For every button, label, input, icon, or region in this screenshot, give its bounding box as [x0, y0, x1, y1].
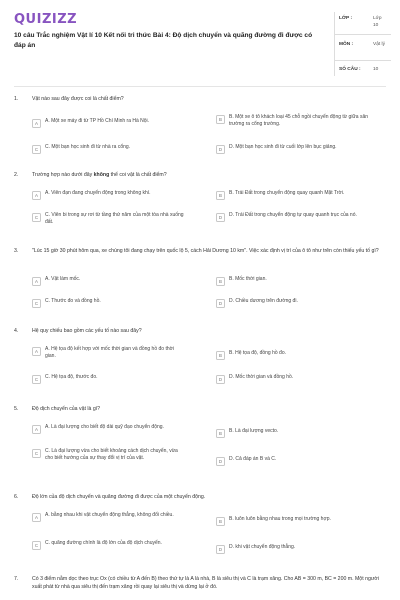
option-letter-box: B: [216, 115, 225, 124]
option-text: D. Cả đáp án B và C.: [229, 456, 277, 462]
option-c[interactable]: [32, 212, 185, 226]
option-letter-box: A: [32, 277, 41, 286]
option-letter-box: C: [32, 213, 41, 222]
option-letter-box: B: [216, 351, 225, 360]
option-letter-box: B: [216, 191, 225, 200]
question-text: Hệ quy chiếu bao gồm các yếu tố nào sau đây?: [32, 328, 142, 334]
option-text: A. Viên đạn đang chuyển động trong không khí.: [45, 190, 151, 196]
option-letter-box: C: [32, 375, 41, 384]
grade-label: LỚP :: [339, 16, 353, 21]
option-b[interactable]: [216, 276, 369, 286]
option-a[interactable]: [32, 276, 185, 286]
option-b[interactable]: [216, 516, 369, 526]
option-c[interactable]: [32, 374, 185, 384]
question-text-part: Trường hợp nào dưới đây: [32, 172, 94, 178]
question-number: 2.: [14, 172, 19, 178]
subject-label: MÔN :: [339, 42, 354, 47]
option-text: C. Thước đo và đồng hồ.: [45, 298, 101, 304]
option-letter-box: A: [32, 119, 41, 128]
meta-divider: [335, 34, 391, 35]
meta-panel: [334, 12, 390, 76]
option-a[interactable]: [32, 512, 185, 522]
question-number: 4.: [14, 328, 19, 334]
option-letter-box: D: [216, 545, 225, 554]
question-text: Vật nào sau đây được coi là chất điểm?: [32, 96, 124, 102]
option-d[interactable]: [216, 374, 369, 384]
option-text: B. luôn luôn bằng nhau trong mọi trường hợp.: [229, 516, 331, 522]
option-letter-box: C: [32, 541, 41, 550]
option-text: B. Hệ tọa độ, đồng hồ đo.: [229, 350, 286, 356]
question-text-emphasis: không: [93, 172, 110, 178]
option-c[interactable]: [32, 448, 185, 462]
option-b[interactable]: [216, 350, 369, 360]
option-text: A. Vật làm mốc.: [45, 276, 81, 282]
option-text: A. Hệ tọa độ kết hợp với mốc thời gian và đồng hồ đo thời gian.: [45, 346, 175, 359]
document-title: 10 câu Trắc nghiệm Vật lí 10 Kết nối tri thức Bài 4: Độ dịch chuyển và quãng đường đi được có đáp án: [14, 32, 313, 49]
option-letter-box: A: [32, 347, 41, 356]
option-text: D. Mốc thời gian và đồng hồ.: [229, 374, 294, 380]
option-b[interactable]: [216, 114, 369, 128]
option-c[interactable]: [32, 298, 185, 308]
option-text: C. Hệ tọa độ, thước đo.: [45, 374, 98, 380]
option-d[interactable]: [216, 456, 369, 466]
option-d[interactable]: [216, 144, 369, 154]
question-number: 6.: [14, 494, 19, 500]
option-letter-box: D: [216, 213, 225, 222]
question-text: Độ lớn của độ dịch chuyển và quãng đường đi được của một chuyển động.: [32, 494, 206, 500]
option-letter-box: D: [216, 145, 225, 154]
option-text: D. Trái Đất trong chuyển động tự quay quanh trục của nó.: [229, 212, 357, 218]
grade-value: Lớp 10: [373, 16, 382, 28]
option-a[interactable]: [32, 118, 185, 128]
document-header: [0, 0, 400, 80]
option-text: C. Viên bi trong sự rơi từ tầng thứ năm của một tòa nhà xuống đất.: [45, 212, 184, 225]
option-d[interactable]: [216, 212, 369, 222]
option-a[interactable]: [32, 190, 185, 200]
option-text: B. Mốc thời gian.: [229, 276, 267, 282]
option-text: A. Một xe máy đi từ TP Hồ Chí Minh ra Hà Nội.: [45, 118, 150, 124]
option-text: D. Chiều dương trên đường đi.: [229, 298, 298, 304]
option-a[interactable]: [32, 346, 185, 360]
option-letter-box: A: [32, 191, 41, 200]
option-text: C. Một bạn học sinh đi từ nhà ra cổng.: [45, 144, 131, 150]
option-c[interactable]: [32, 144, 185, 154]
count-value: 10: [373, 67, 379, 72]
option-b[interactable]: [216, 428, 369, 438]
option-letter-box: D: [216, 375, 225, 384]
question-text: Có 3 điểm nằm dọc theo trục Ox (có chiều từ A đến B) theo thứ tự là A là nhà, B là siêu thị và C là trạm xăng. Cho AB = 300 m, BC = 200 m. Một người xuất phát từ nhà qua siêu thị đến trạm xăng rồi quay lại siêu thị và dừng lại ở đó.: [32, 576, 379, 590]
subject-value: Vật lý: [373, 42, 385, 47]
option-text: D. Một bạn học sinh đi từ cuối lớp lên bục giảng.: [229, 144, 337, 150]
question-text: "Lúc 15 giờ 30 phút hôm qua, xe chúng tôi đang chạy trên quốc lộ 5, cách Hải Dương 10 km". Việc xác định vị trí của ô tô như trên còn thiếu yếu tố gì?: [32, 248, 379, 254]
question-number: 5.: [14, 406, 19, 412]
option-letter-box: B: [216, 517, 225, 526]
option-a[interactable]: [32, 424, 185, 434]
option-letter-box: A: [32, 513, 41, 522]
option-letter-box: D: [216, 457, 225, 466]
option-d[interactable]: [216, 544, 369, 554]
option-letter-box: A: [32, 425, 41, 434]
question-number: 1.: [14, 96, 19, 102]
option-text: C. Là đại lượng vừa cho biết khoảng cách dịch chuyển, vừa cho biết hướng của sự thay đổi vị trí của vật.: [45, 448, 178, 461]
option-text: A. Là đại lượng cho biết độ dài quỹ đạo chuyển động.: [45, 424, 164, 430]
option-letter-box: B: [216, 277, 225, 286]
option-letter-box: B: [216, 429, 225, 438]
option-letter-box: C: [32, 145, 41, 154]
option-text: B. Một xe ô tô khách loại 45 chỗ ngồi chuyển động từ giữa sân trường ra cổng trường.: [229, 114, 369, 127]
option-letter-box: C: [32, 299, 41, 308]
count-label: SỐ CÂU :: [339, 67, 361, 72]
option-text: D. khi vật chuyển động thẳng.: [229, 544, 296, 550]
option-d[interactable]: [216, 298, 369, 308]
question-text: [32, 172, 388, 180]
option-text: B. Là đại lượng vecto.: [229, 428, 279, 434]
option-text: C. quãng đường chính là độ lớn của độ dịch chuyển.: [45, 540, 162, 546]
option-c[interactable]: [32, 540, 185, 550]
option-b[interactable]: [216, 190, 369, 200]
question-text: Độ dịch chuyển của vật là gì?: [32, 406, 101, 412]
question-text-part: thể coi vật là chất điểm?: [109, 172, 167, 178]
question-number: 7.: [14, 576, 19, 582]
option-text: B. Trái Đất trong chuyển động quay quanh Mặt Trời.: [229, 190, 345, 196]
quizizz-logo: QUIZIZZ: [14, 12, 78, 27]
option-letter-box: C: [32, 449, 41, 458]
header-divider: [14, 86, 386, 87]
option-text: A. bằng nhau khi vật chuyển động thẳng, không đổi chiều.: [45, 512, 174, 518]
option-letter-box: D: [216, 299, 225, 308]
question-number: 3.: [14, 248, 19, 254]
meta-divider: [335, 60, 391, 61]
